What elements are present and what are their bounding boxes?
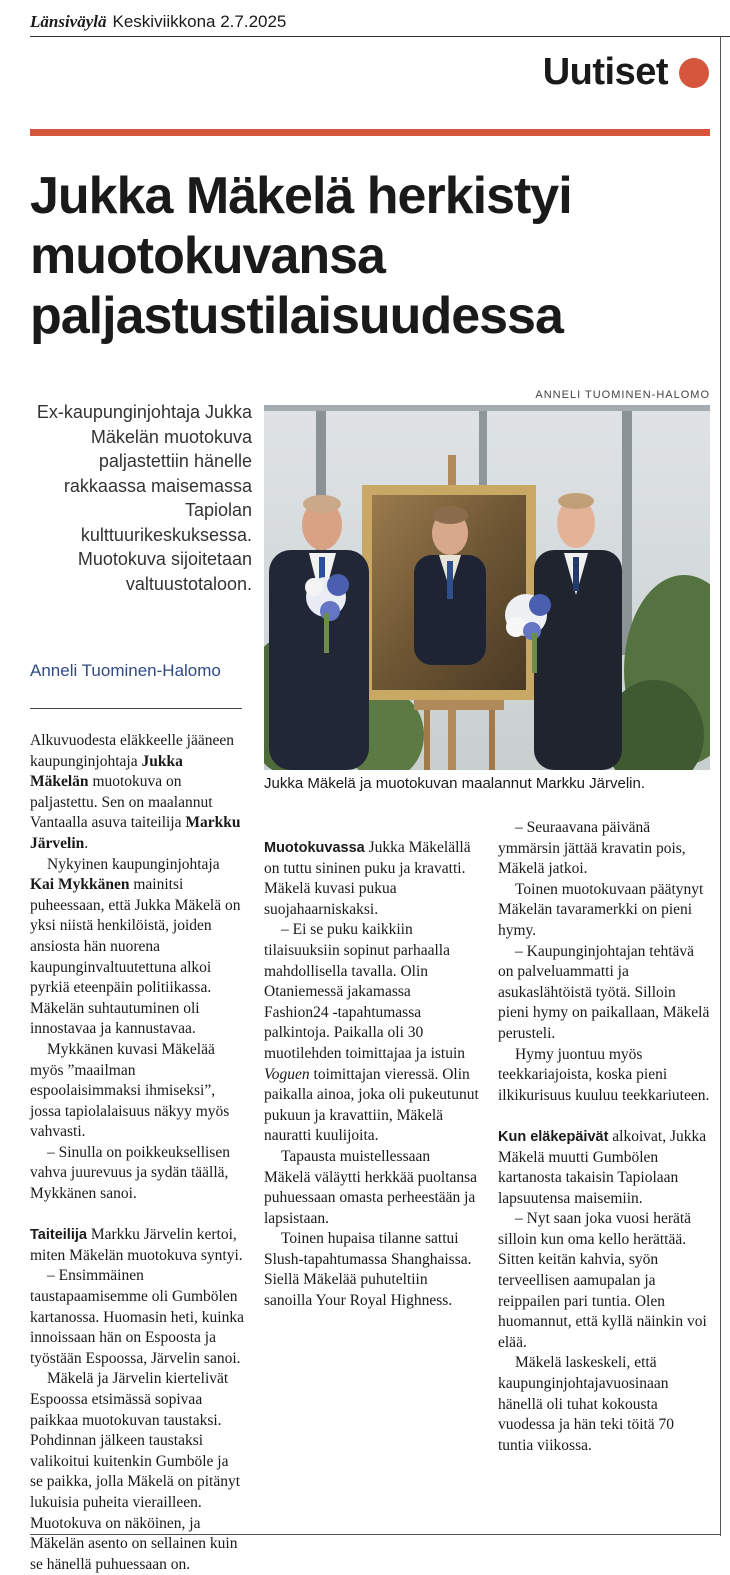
text: – Ei se puku kaikkiin tilaisuuksiin sopinut parhaalla mahdollisella tavalla. Olin Otaniemessä jakamassa Fashion24 -tapahtumassa palkintoja. Paikalla oli 30 muotilehden toimittajaa ja istuin bbox=[264, 921, 466, 1062]
text: muotokuva on paljastettu. Sen on maalannut Vantaalla asuva taiteilija bbox=[30, 773, 213, 832]
paragraph bbox=[498, 1127, 710, 1209]
article-column-2 bbox=[264, 838, 479, 1312]
top-rule bbox=[30, 36, 730, 37]
text: . bbox=[84, 834, 89, 852]
paragraph: Toinen muotokuvaan päätynyt Mäkelän tavaramerkki on pieni hymy. bbox=[498, 880, 704, 939]
text: toimittajan vieressä. Olin paikalla ainoa, joka oli pukeutunut pukuun ja kravattiin, Mäkelä nauratti kuulijoita. bbox=[264, 1065, 479, 1145]
section-label: Uutiset bbox=[542, 51, 668, 93]
photo-caption: Jukka Mäkelä ja muotokuvan maalannut Markku Järvelin. bbox=[264, 775, 646, 792]
paragraph: Toinen hupaisa tilanne sattui Slush-tapahtumassa Shanghaissa. Siellä Mäkelää puhuteltiin sanoilla Your Royal Highness. bbox=[264, 1230, 472, 1310]
paragraph bbox=[264, 920, 479, 1147]
text: mainitsi puheessaan, että Jukka Mäkelä on yksi niistä henkilöistä, joiden ansiosta hän nuorena kaupunginvaltuutettuna alkoi pyrkiä eteenpäin politiikassa. Mäkelän suhtautuminen oli innostavaa ja kannustavaa. bbox=[30, 876, 241, 1038]
lead-in: Taiteilija bbox=[30, 1227, 87, 1244]
person-name: Jukka Mäkelän bbox=[30, 752, 183, 791]
paragraph bbox=[30, 731, 245, 855]
paragraph bbox=[30, 855, 245, 1040]
person-name: Markku Järvelin bbox=[30, 814, 241, 852]
paragraph: Mäkelä laskeskeli, että kaupunginjohtajavuosinaan hänellä oli tuhat kokousta vuodessa ja hän teki töitä 70 tuntia viikossa. bbox=[498, 1354, 675, 1454]
paragraph: Tapausta muistellessaan Mäkelä väläytti herkkää puoltansa puhuessaan omasta perheestään ja lapsistaan. bbox=[264, 1147, 478, 1227]
text: Alkuvuodesta eläkkeelle jääneen kaupunginjohtaja bbox=[30, 732, 234, 770]
right-rule bbox=[720, 36, 721, 1536]
paragraph: – Ensimmäinen taustapaamisemme oli Gumbölen kartanossa. Huomasin heti, kuinka innoissaan hän on Espoosta ja työstään Espoossa, Järvelin sanoi. bbox=[30, 1267, 244, 1367]
paragraph: – Kaupunginjohtajan tehtävä on palveluammatti ja asukaslähtöistä työtä. Silloin pieni hymy on paikallaan, Mäkelä perusteli. bbox=[498, 942, 710, 1042]
lead-in: Muotokuvassa bbox=[264, 840, 365, 856]
byline-rule bbox=[30, 708, 242, 709]
paragraph: Mäkelä ja Järvelin kiertelivät Espoossa etsimässä sopivaa paikkaa muotokuvan taustaksi. Pohdinnan jälkeen taustaksi valikoitui kuitenkin Gumböle ja se paikka, jolla Mäkelä on pitänyt lukuisia puheita vierailleen. Muotokuva on näköinen, ja Mäkelän asento on sellainen kuin se hänellä puhuessaan on. bbox=[30, 1370, 241, 1573]
photo-credit: ANNELI TUOMINEN-HALOMO bbox=[535, 389, 710, 401]
article-column-1 bbox=[30, 731, 245, 1575]
paragraph: Hymy juontuu myös teekkariajoista, koska pieni ilkikurisuus kuuluu teekkariuteen. bbox=[498, 1045, 710, 1104]
ingress: Ex-kaupunginjohtaja Jukka Mäkelän muotokuva paljastettiin hänelle rakkaassa maisemassa Tapiolan kulttuurikeskuksessa. Muotokuva sijoitetaan valtuustotaloon. bbox=[36, 402, 252, 594]
paragraph: Mykkänen kuvasi Mäkelää myös ”maailman espoolaisimmaksi ihmiseksi”, jossa tapiolalaisuus näkyy myös vahvasti. bbox=[30, 1040, 230, 1141]
article-column-3 bbox=[498, 818, 710, 1456]
text: Nykyinen kaupunginjohtaja bbox=[47, 855, 220, 873]
accent-bar bbox=[30, 129, 710, 136]
newspaper-name: Länsiväylä bbox=[30, 12, 107, 31]
paragraph: – Nyt saan joka vuosi herätä silloin kun oma kello herättää. Sitten keitän kahvia, syön terveellisen aamupalan ja reippailen pari tuntia. Olen huomannut, että kyllä näinkin voi elää. bbox=[498, 1210, 707, 1351]
text: alkoivat, Jukka Mäkelä muutti Gumbölen kartanosta takaisin Tapiolaan lapsuutensa maisemiin. bbox=[498, 1127, 707, 1207]
portrait-unveiling-photo bbox=[264, 405, 710, 770]
masthead bbox=[30, 10, 286, 34]
paragraph: – Seuraavana päivänä ymmärsin jättää kravatin pois, Mäkelä jatkoi. bbox=[498, 819, 686, 878]
paragraph bbox=[264, 838, 479, 920]
issue-date: Keskiviikkona 2.7.2025 bbox=[112, 12, 287, 31]
author-byline: Anneli Tuominen-Halomo bbox=[30, 661, 221, 680]
text: Jukka Mäkelällä on tuttu sininen puku ja kravatti. Mäkelä kuvasi pukua suojahaarniskaksi. bbox=[264, 839, 471, 918]
person-name: Kai Mykkänen bbox=[30, 876, 130, 894]
section-dot-icon bbox=[679, 58, 709, 88]
paragraph bbox=[30, 1225, 245, 1266]
text: Markku Järvelin kertoi, miten Mäkelän muotokuva syntyi. bbox=[30, 1226, 243, 1264]
paragraph: – Sinulla on poikkeuksellisen vahva juurevuus ja sydän täällä, Mykkänen sanoi. bbox=[30, 1143, 230, 1203]
magazine-name: Voguen bbox=[264, 1065, 310, 1083]
headline: Jukka Mäkelä herkistyi muotokuvansa paljastustilaisuudessa bbox=[30, 167, 572, 345]
lead-in: Kun eläkepäivät bbox=[498, 1128, 609, 1145]
